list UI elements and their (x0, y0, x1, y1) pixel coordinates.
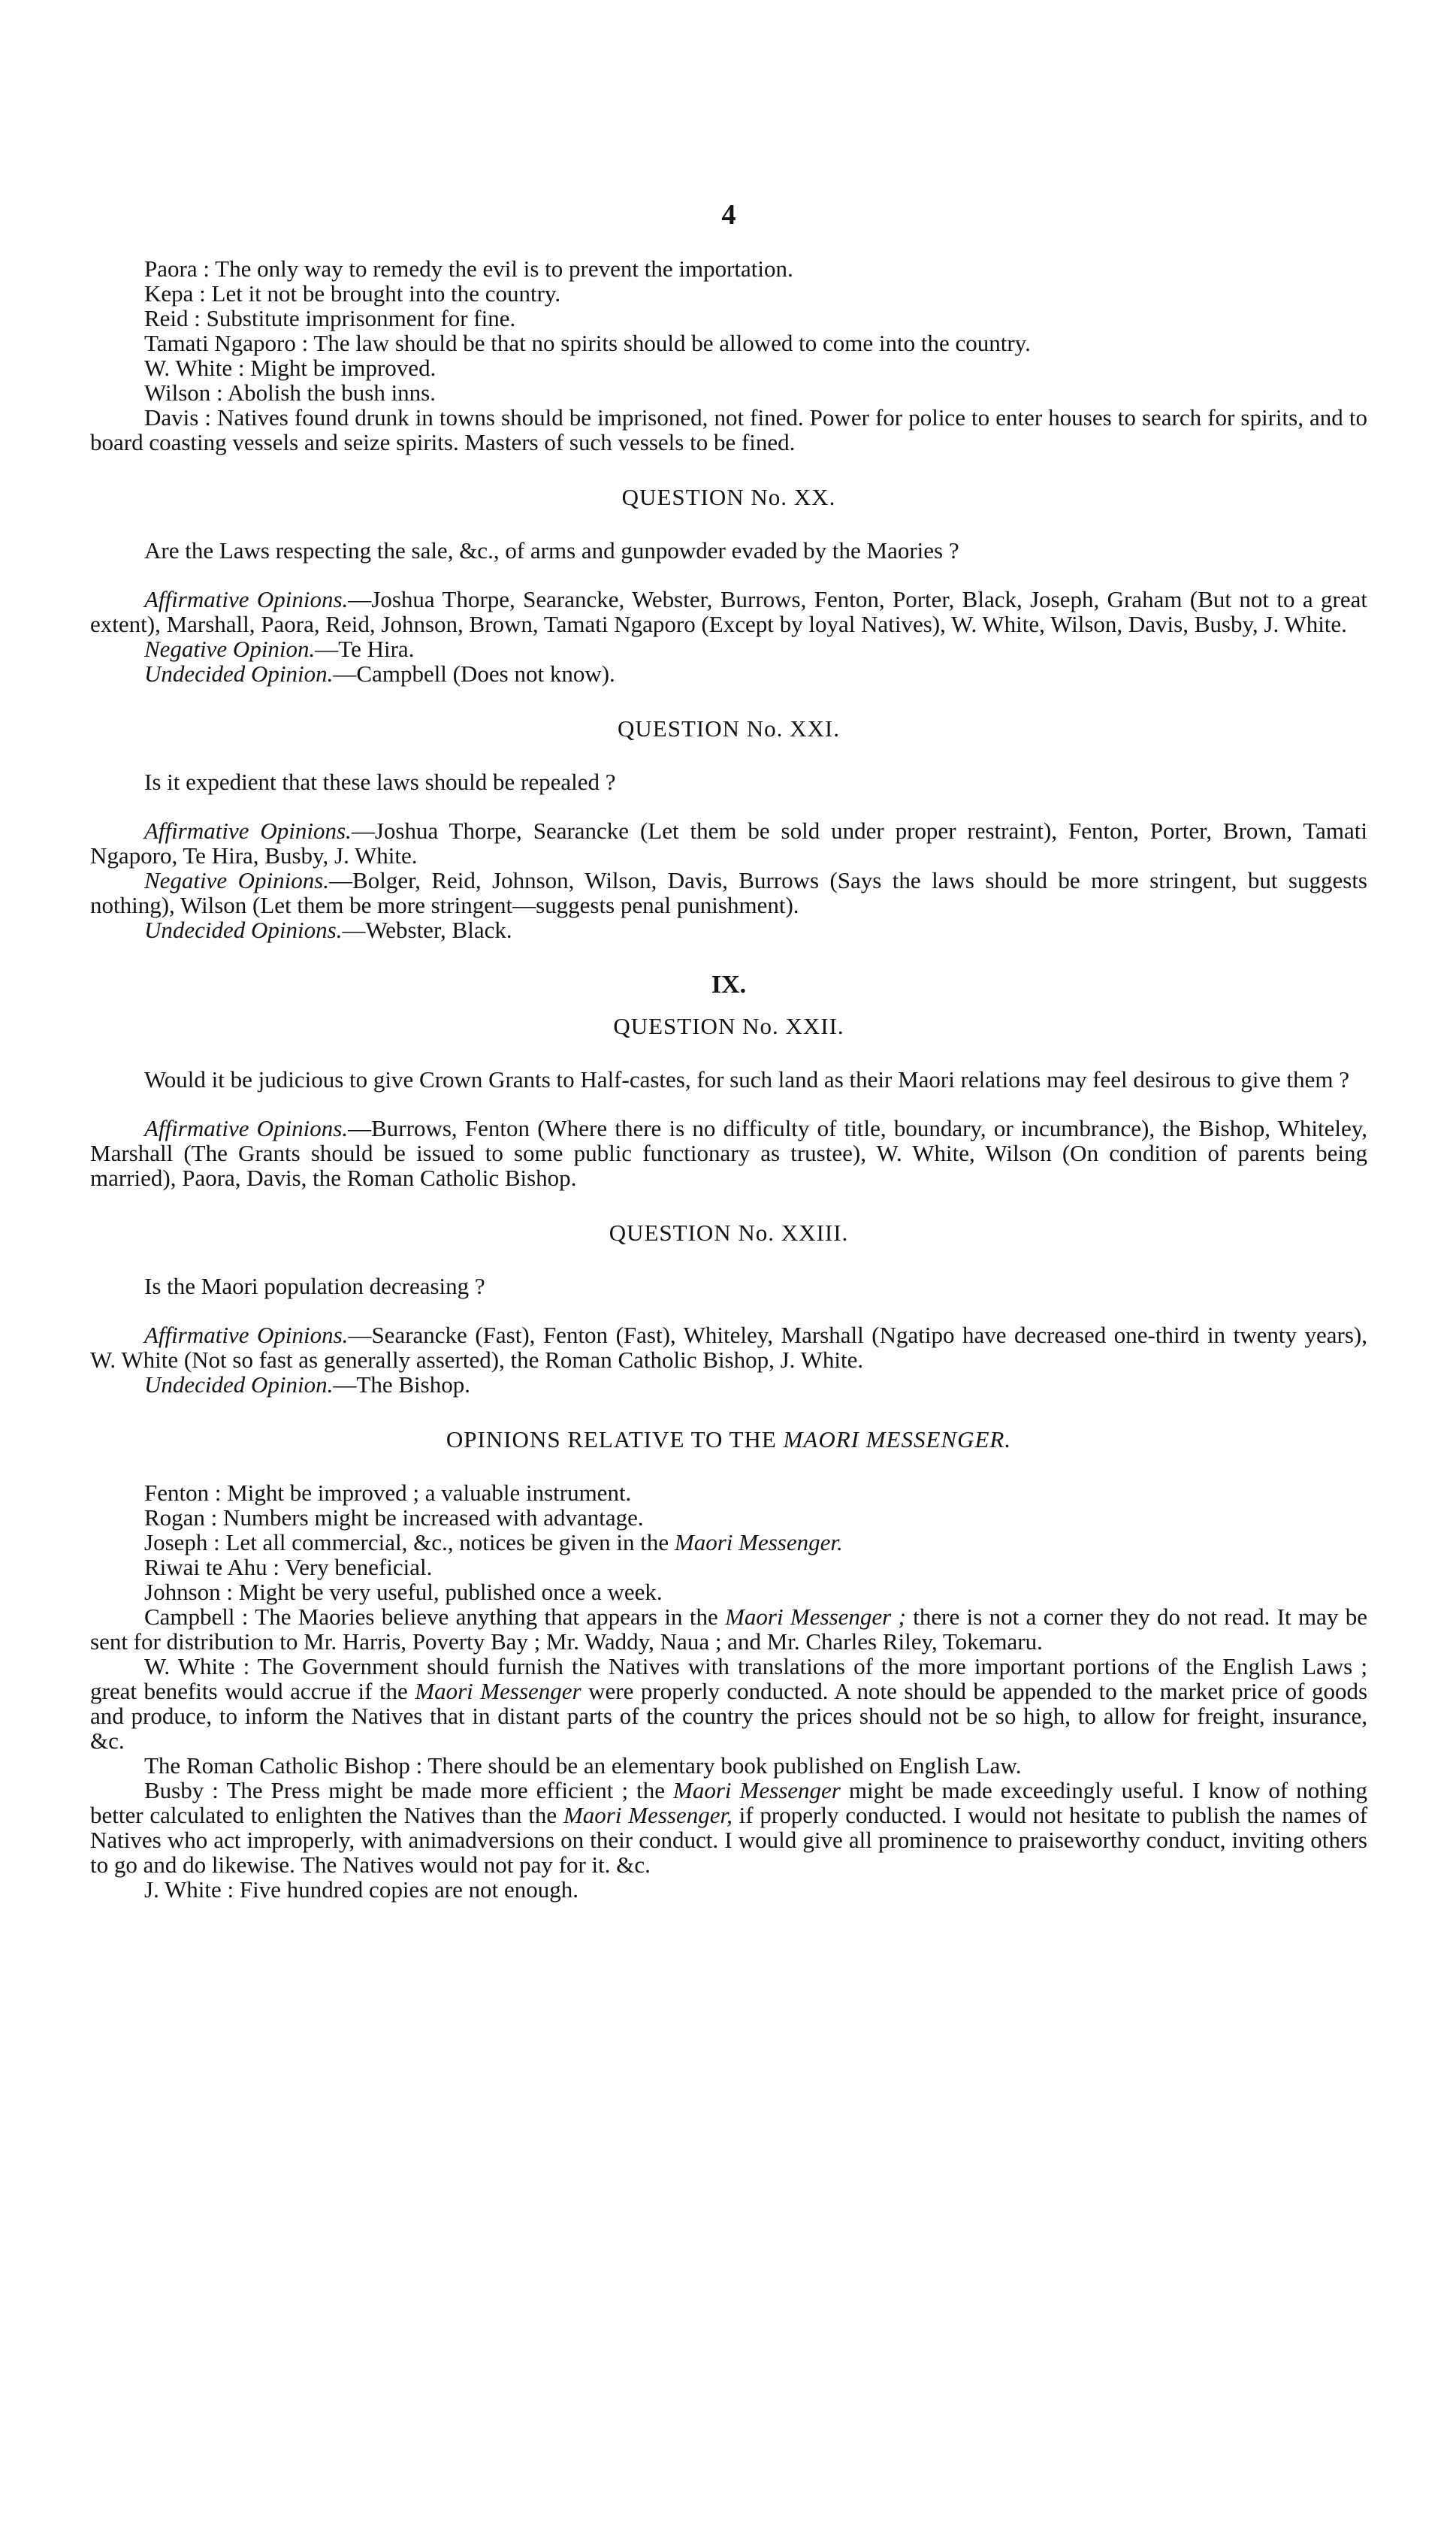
joseph-text: Joseph : Let all commercial, &c., notices be given in the (144, 1529, 669, 1555)
messenger-rogan: Rogan : Numbers might be increased with advantage. (144, 1504, 644, 1531)
white-italic: Maori Messenger (415, 1678, 581, 1704)
page-number: 4 (721, 199, 736, 231)
busby-text-post: if properly conducted. I would not hesitate to publish the names of Natives who act improperly, with animadversions on their conduct. I would give all prominence to praiseworthy conduct, inviting others to go and do likewise. The Natives would not pay for it. &c. (90, 1802, 1368, 1878)
negative-label: Negative Opinion. (144, 636, 316, 662)
messenger-rc-bishop: The Roman Catholic Bishop : There should be an elementary book published on English Law. (144, 1752, 1022, 1779)
question-20-negative (90, 636, 1367, 661)
messenger-w-white (90, 1654, 1367, 1753)
response-tamati-ngaporo: Tamati Ngaporo : The law should be that no spirits should be allowed to come into the country. (144, 330, 1031, 356)
question-22-title: QUESTION No. XXII. (613, 1013, 844, 1039)
affirmative-label: Affirmative Opinions. (144, 1115, 349, 1141)
question-21-undecided (90, 917, 1367, 942)
section-mark: IX. (711, 971, 747, 999)
response-kepa: Kepa : Let it not be brought into the country. (144, 280, 561, 307)
joseph-italic: Maori Messenger. (674, 1529, 843, 1555)
question-20-title: QUESTION No. XX. (621, 484, 836, 510)
white-text-pre: W. White : The Government should furnish the Natives with translations of the more important portions of the English Laws ; great benefits would accrue if the (90, 1653, 1367, 1704)
messenger-title-prefix: OPINIONS RELATIVE TO THE (446, 1426, 777, 1452)
messenger-title-italic: MAORI MESSENGER. (783, 1426, 1012, 1452)
affirmative-text: —Searancke (Fast), Fenton (Fast), Whiteley, Marshall (Ngatipo have decreased one-third in twenty years), W. White (Not so fast as generally asserted), the Roman Catholic Bishop, J. White. (90, 1322, 1367, 1373)
response-w-white: W. White : Might be improved. (144, 355, 436, 381)
affirmative-text: —Joshua Thorpe, Searancke (Let them be sold under proper restraint), Fenton, Porter, Brown, Tamati Ngaporo, Te Hira, Busby, J. White. (90, 818, 1367, 869)
campbell-text-pre: Campbell : The Maories believe anything that appears in the (144, 1604, 718, 1630)
question-22-affirmative (90, 1116, 1367, 1190)
document-page (90, 199, 1368, 1903)
campbell-italic: Maori Messenger ; (725, 1604, 906, 1630)
campbell-text-post: there is not a corner they do not read. It may be sent for distribution to Mr. Harris, Poverty Bay ; Mr. Waddy, Naua ; and Mr. Charles Riley, Tokemaru. (90, 1604, 1368, 1655)
messenger-title (90, 1427, 1367, 1452)
question-20-text: Are the Laws respecting the sale, &c., of arms and gunpowder evaded by the Maories ? (144, 537, 959, 564)
messenger-johnson: Johnson : Might be very useful, published once a week. (144, 1579, 663, 1605)
question-23-undecided (90, 1372, 1367, 1397)
affirmative-label: Affirmative Opinions. (144, 1322, 349, 1348)
affirmative-text: —Joshua Thorpe, Searancke, Webster, Burrows, Fenton, Porter, Black, Joseph, Graham (But not to a great extent), Marshall, Paora, Reid, Johnson, Brown, Tamati Ngaporo (Except by loyal Natives), W. White, Wilson, Davis, Busby, J. White. (90, 586, 1367, 637)
question-20-affirmative (90, 587, 1367, 636)
question-22-text: Would it be judicious to give Crown Grants to Half-castes, for such land as their Maori relations may feel desirous to give them ? (144, 1066, 1349, 1093)
question-21-negative (90, 868, 1367, 917)
question-21-title: QUESTION No. XXI. (618, 715, 840, 742)
response-reid: Reid : Substitute imprisonment for fine. (144, 305, 516, 331)
question-20-undecided (90, 661, 1367, 686)
white-text-post: were properly conducted. A note should be appended to the market price of goods and produce, to inform the Natives that in distant parts of the country the prices should not be so high, to allow for freight, insurance, &c. (90, 1678, 1368, 1754)
response-davis: Davis : Natives found drunk in towns should be imprisoned, not fined. Power for police to enter houses to search for spirits, and to board coasting vessels and seize spirits. Masters of such vessels to be fined. (90, 404, 1367, 455)
messenger-j-white: J. White : Five hundred copies are not enough. (144, 1876, 578, 1903)
question-23-text: Is the Maori population decreasing ? (144, 1273, 485, 1299)
question-21-text: Is it expedient that these laws should be repealed ? (144, 769, 616, 795)
question-23-title: QUESTION No. XXIII. (609, 1220, 849, 1246)
question-23-affirmative (90, 1322, 1367, 1372)
question-21-affirmative (90, 818, 1367, 868)
negative-label: Negative Opinions. (144, 867, 330, 893)
messenger-campbell (90, 1604, 1367, 1654)
undecided-text: —Webster, Black. (342, 917, 512, 943)
messenger-fenton: Fenton : Might be improved ; a valuable instrument. (144, 1480, 632, 1506)
negative-text: —Te Hira. (315, 636, 415, 662)
busby-italic-1: Maori Messenger (673, 1777, 841, 1803)
messenger-joseph (90, 1530, 1367, 1555)
undecided-label: Undecided Opinions. (144, 917, 343, 943)
undecided-text: —The Bishop. (333, 1371, 470, 1398)
negative-text: —Bolger, Reid, Johnson, Wilson, Davis, Burrows (Says the laws should be more stringent, but suggests nothing), Wilson (Let them be more stringent—suggests penal punishment). (90, 867, 1367, 918)
messenger-riwai: Riwai te Ahu : Very beneficial. (144, 1554, 433, 1580)
busby-italic-2: Maori Messenger, (563, 1802, 733, 1828)
response-wilson: Wilson : Abolish the bush inns. (144, 379, 436, 406)
messenger-busby (90, 1778, 1367, 1877)
response-paora: Paora : The only way to remedy the evil is to prevent the importation. (144, 255, 793, 282)
undecided-label: Undecided Opinion. (144, 660, 334, 687)
affirmative-label: Affirmative Opinions. (144, 586, 349, 612)
busby-text-pre: Busby : The Press might be made more efficient ; the (144, 1777, 665, 1803)
undecided-text: —Campbell (Does not know). (333, 660, 615, 687)
affirmative-text: —Burrows, Fenton (Where there is no difficulty of title, boundary, or incumbrance), the Bishop, Whiteley, Marshall (The Grants should be issued to some public functionary as trustee), W. White, Wilson (On condition of parents being married), Paora, Davis, the Roman Catholic Bishop. (90, 1115, 1368, 1191)
intro-responses (90, 256, 1367, 455)
busby-text-mid: might be made exceedingly useful. I know of nothing better calculated to enlighten the Natives than the (90, 1777, 1367, 1828)
undecided-label: Undecided Opinion. (144, 1371, 334, 1398)
affirmative-label: Affirmative Opinions. (144, 818, 352, 844)
